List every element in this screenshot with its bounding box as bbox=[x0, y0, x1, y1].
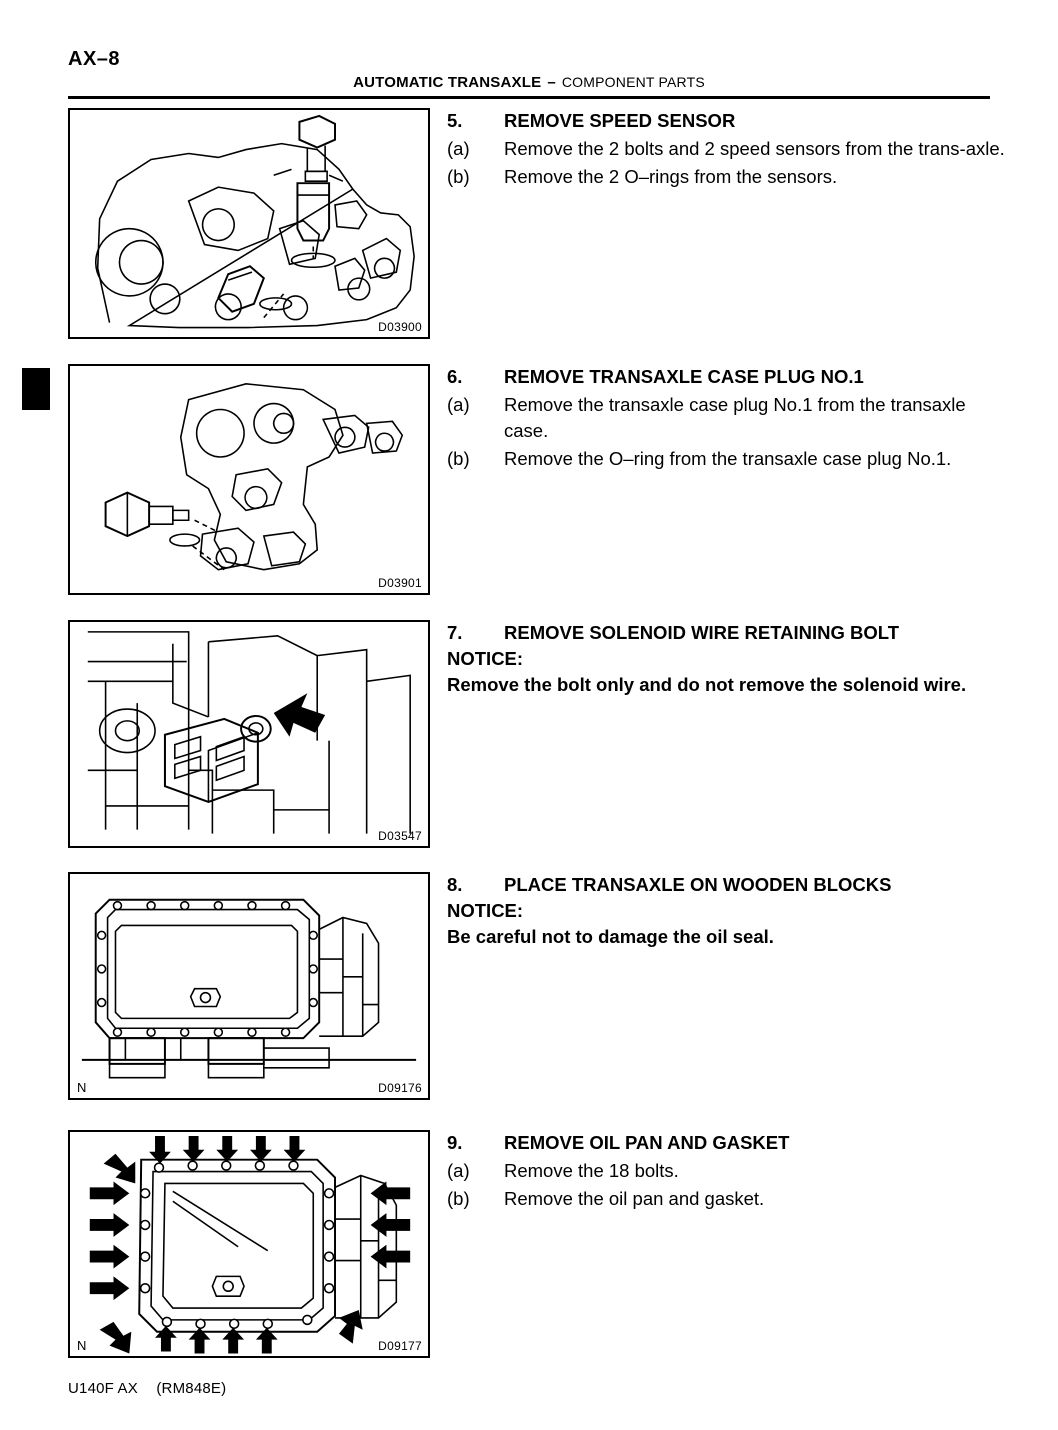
step-9-item-a bbox=[447, 1158, 1007, 1184]
step-7-title-text: REMOVE SOLENOID WIRE RETAINING BOLT bbox=[504, 622, 900, 643]
figure-5-id: D09177 bbox=[378, 1339, 422, 1353]
step-9-item-a-label: (a) bbox=[447, 1160, 470, 1181]
header-separator: – bbox=[547, 74, 556, 91]
figure-5-illustration bbox=[70, 1132, 428, 1357]
page-number: AX–8 bbox=[68, 48, 121, 70]
step-6-number: 6. bbox=[447, 366, 463, 387]
figure-oil-pan-bolts bbox=[68, 1130, 430, 1358]
footer-manual-code: U140F AX bbox=[68, 1380, 138, 1397]
step-9-title bbox=[447, 1130, 1007, 1156]
step-8-notice-label: NOTICE: bbox=[447, 900, 524, 921]
step-block-5 bbox=[447, 108, 1007, 190]
step-9-item-a-text: Remove the 18 bolts. bbox=[504, 1160, 679, 1181]
figure-3-id: D03547 bbox=[378, 829, 422, 843]
step-block-7 bbox=[447, 620, 1007, 698]
figure-1-id: D03900 bbox=[378, 320, 422, 334]
step-8-notice-text: Be careful not to damage the oil seal. bbox=[447, 926, 774, 947]
step-8-number: 8. bbox=[447, 874, 463, 895]
step-6-item-b bbox=[447, 446, 1007, 472]
step-6-item-b-text: Remove the O–ring from the transaxle case plug No.1. bbox=[504, 448, 952, 469]
step-7-notice-label: NOTICE: bbox=[447, 648, 524, 669]
footer-reference-code: (RM848E) bbox=[156, 1380, 227, 1397]
figure-2-id: D03901 bbox=[378, 576, 422, 590]
figure-3-illustration bbox=[70, 622, 428, 847]
step-9-item-b-label: (b) bbox=[447, 1188, 470, 1209]
step-5-item-a-text: Remove the 2 bolts and 2 speed sensors from the trans-axle. bbox=[504, 138, 1005, 159]
header-subtitle: COMPONENT PARTS bbox=[561, 74, 705, 90]
step-5-item-b-text: Remove the 2 O–rings from the sensors. bbox=[504, 166, 838, 187]
figure-1-illustration bbox=[70, 110, 428, 338]
figure-speed-sensor bbox=[68, 108, 430, 339]
step-6-item-a-text: Remove the transaxle case plug No.1 from the transaxle case. bbox=[504, 394, 966, 441]
step-5-number: 5. bbox=[447, 110, 463, 131]
step-5-item-a-label: (a) bbox=[447, 138, 470, 159]
step-6-item-a-label: (a) bbox=[447, 394, 470, 415]
figure-4-mark: N bbox=[77, 1080, 87, 1095]
figure-transaxle-case-plug bbox=[68, 364, 430, 595]
step-7-title bbox=[447, 620, 1007, 646]
step-7-notice-text: Remove the bolt only and do not remove the solenoid wire. bbox=[447, 674, 967, 695]
figure-2-illustration bbox=[70, 366, 428, 594]
step-8-title-text: PLACE TRANSAXLE ON WOODEN BLOCKS bbox=[504, 874, 892, 895]
figure-4-illustration bbox=[70, 874, 428, 1099]
step-5-item-b bbox=[447, 164, 1007, 190]
step-5-item-b-label: (b) bbox=[447, 166, 470, 187]
figure-5-mark: N bbox=[77, 1338, 87, 1353]
step-6-item-b-label: (b) bbox=[447, 448, 470, 469]
step-9-item-b bbox=[447, 1186, 1007, 1212]
step-9-title-text: REMOVE OIL PAN AND GASKET bbox=[504, 1132, 790, 1153]
step-6-title-text: REMOVE TRANSAXLE CASE PLUG NO.1 bbox=[504, 366, 864, 387]
page-header-title bbox=[0, 74, 1058, 91]
step-6-item-a bbox=[447, 392, 1007, 444]
step-7-number: 7. bbox=[447, 622, 463, 643]
step-6-title bbox=[447, 364, 1007, 390]
step-5-title-text: REMOVE SPEED SENSOR bbox=[504, 110, 736, 131]
figure-solenoid-wire-bolt bbox=[68, 620, 430, 848]
section-tab-marker bbox=[22, 368, 50, 410]
step-block-8 bbox=[447, 872, 1007, 950]
figure-transaxle-on-blocks bbox=[68, 872, 430, 1100]
page-footer bbox=[68, 1380, 226, 1397]
header-main-title: AUTOMATIC TRANSAXLE bbox=[353, 74, 542, 91]
step-9-item-b-text: Remove the oil pan and gasket. bbox=[504, 1188, 765, 1209]
step-9-number: 9. bbox=[447, 1132, 463, 1153]
bolt-arrows bbox=[90, 1136, 410, 1354]
step-5-title bbox=[447, 108, 1007, 134]
figure-4-id: D09176 bbox=[378, 1081, 422, 1095]
step-block-6 bbox=[447, 364, 1007, 472]
header-rule bbox=[68, 96, 990, 99]
step-8-title bbox=[447, 872, 1007, 898]
step-block-9 bbox=[447, 1130, 1007, 1212]
step-5-item-a bbox=[447, 136, 1007, 162]
